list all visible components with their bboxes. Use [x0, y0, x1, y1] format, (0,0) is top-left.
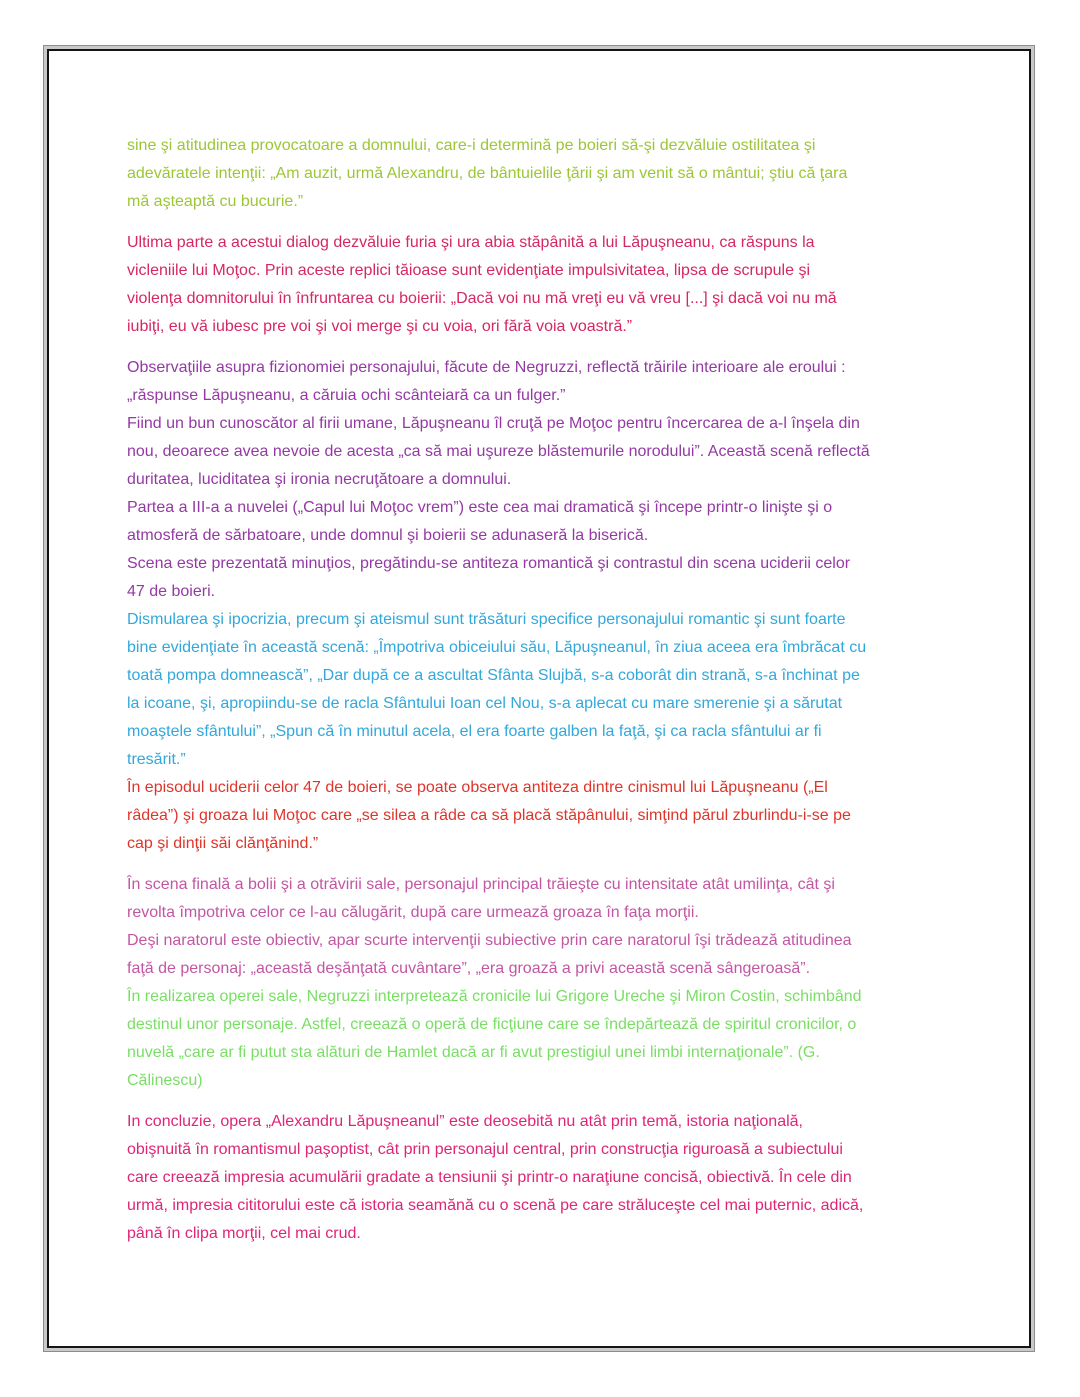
text-line: care creează impresia acumulării gradate a tensiunii şi printr-o naraţiune concisă, obiectivă. În cele din	[127, 1169, 852, 1186]
text-line: tresărit.”	[127, 751, 186, 768]
text-line: faţă de personaj: „această deşănţată cuvântare”, „era groază a privi această scenă sângeroasă”.	[127, 960, 811, 977]
text-line: În episodul uciderii celor 47 de boieri, se poate observa antiteza dintre cinismul lui Lăpuşneanu („El	[127, 779, 828, 796]
text-line: In concluzie, opera „Alexandru Lăpuşneanul” este deosebită nu atât prin temă, istoria naţională,	[127, 1113, 803, 1130]
text-line: atmosferă de sărbatoare, unde domnul şi boierii se adunaseră la biserică.	[127, 527, 649, 544]
text-line: În realizarea operei sale, Negruzzi interpretează cronicile lui Grigore Ureche şi Miron Costin, schimbând	[127, 988, 862, 1005]
paragraph-orchid-final-scene	[127, 871, 937, 983]
text-line: sine şi atitudinea provocatoare a domnului, care-i determină pe boieri să-şi dezvăluie ostilitatea şi	[127, 137, 816, 154]
text-line: „răspunse Lăpuşneanu, a căruia ochi scânteiară ca un fulger.”	[127, 387, 566, 404]
paragraph-purple-observations	[127, 354, 937, 606]
text-line: iubiţi, eu vă iubesc pre voi şi voi merge şi cu voia, ori fără voia voastră.”	[127, 318, 633, 335]
text-line: Dismularea şi ipocrizia, precum şi ateismul sunt trăsături specifice personajului romantic şi sunt foarte	[127, 611, 846, 628]
text-line: adevăratele intenţii: „Am auzit, urmă Alexandru, de bântuielile ţării şi am venit să o mântui; ştiu că ţara	[127, 165, 848, 182]
text-line: Scena este prezentată minuţios, pregătindu-se antiteza romantică şi contrastul din scena uciderii celor	[127, 555, 851, 572]
text-line: râdea”) şi groaza lui Moţoc care „se silea a râde ca să placă stăpânului, simţind părul zburlindu-i-se pe	[127, 807, 851, 824]
text-line: Ultima parte a acestui dialog dezvăluie furia şi ura abia stăpânită a lui Lăpuşneanu, ca răspuns la	[127, 234, 815, 251]
page-border-frame	[43, 45, 1035, 1352]
text-line: până în clipa morţii, cel mai crud.	[127, 1225, 361, 1242]
text-line: toată pompa domnească”, „Dar după ce a ascultat Sfânta Slujbă, s-a coborât din strană, s-a închinat pe	[127, 667, 860, 684]
text-line: mă aşteaptă cu bucurie.”	[127, 193, 304, 210]
text-line: nou, deoarece avea nevoie de acesta „ca să mai uşureze blăstemurile norodului”. Această scenă reflectă	[127, 443, 870, 460]
text-line: Partea a III-a a nuvelei („Capul lui Moţoc vrem”) este cea mai dramatică şi începe printr-o linişte şi o	[127, 499, 833, 516]
paragraph-blue-dissimulation	[127, 606, 937, 774]
text-line: violenţa domnitorului în înfruntarea cu boierii: „Dacă voi nu mă vreţi eu vă vreu [...] şi dacă voi nu mă	[127, 290, 837, 307]
text-line: urmă, impresia cititorului este că istoria seamănă cu o scenă pe care străluceşte cel mai puternic, adică,	[127, 1197, 864, 1214]
paragraph-lightgreen-chronicles	[127, 983, 937, 1095]
text-line: vicleniile lui Moţoc. Prin aceste replici tăioase sunt evidenţiate impulsivitatea, lipsa de scrupule şi	[127, 262, 810, 279]
text-line: obişnuită în romantismul paşoptist, cât prin personajul central, prin construcţia riguroasă a subiectului	[127, 1141, 843, 1158]
paragraph-pink-dialog	[127, 229, 937, 341]
text-line: Călinescu)	[127, 1072, 203, 1089]
text-line: nuvelă „care ar fi putut sta alături de Hamlet dacă ar fi avut prestigiul unei limbi internaţionale”. (G.	[127, 1044, 820, 1061]
text-line: 47 de boieri.	[127, 583, 216, 600]
text-line: moaştele sfântului”, „Spun că în minutul acela, el era foarte galben la faţă, şi ca racla sfântului ar fi	[127, 723, 822, 740]
paragraph-pink-conclusion	[127, 1108, 937, 1248]
text-line: Observaţiile asupra fizionomiei personajului, făcute de Negruzzi, reflectă trăirile interioare ale eroului :	[127, 359, 846, 376]
paragraph-green-intro	[127, 132, 937, 216]
text-line: destinul unor personaje. Astfel, creează o operă de ficţiune care se îndepărtează de spiritul cronicilor, o	[127, 1016, 857, 1033]
text-line: la icoane, şi, apropiindu-se de racla Sfântului Ioan cel Nou, s-a aplecat cu mare smerenie şi a sărutat	[127, 695, 843, 712]
text-line: În scena finală a bolii şi a otrăvirii sale, personajul principal trăieşte cu intensitate atât umilinţa, cât şi	[127, 876, 835, 893]
paragraph-red-episode	[127, 774, 937, 858]
text-line: Deşi naratorul este obiectiv, apar scurte intervenţii subiective prin care naratorul îşi trădează atitudinea	[127, 932, 852, 949]
text-line: cap şi dinţii săi clănţănind.”	[127, 835, 319, 852]
text-line: Fiind un bun cunoscător al firii umane, Lăpuşneanu îl cruţă pe Moţoc pentru încercarea de a-l înşela din	[127, 415, 860, 432]
document-body	[49, 51, 937, 1248]
text-line: bine evidenţiate în această scenă: „Împotriva obiceiului său, Lăpuşneanul, în ziua aceea era îmbrăcat cu	[127, 639, 867, 656]
text-line: duritatea, luciditatea şi ironia necruţătoare a domnului.	[127, 471, 512, 488]
text-line: revolta împotriva celor ce l-au călugărit, după care urmează groaza în faţa morţii.	[127, 904, 699, 921]
page-border-inner	[47, 49, 1031, 1348]
